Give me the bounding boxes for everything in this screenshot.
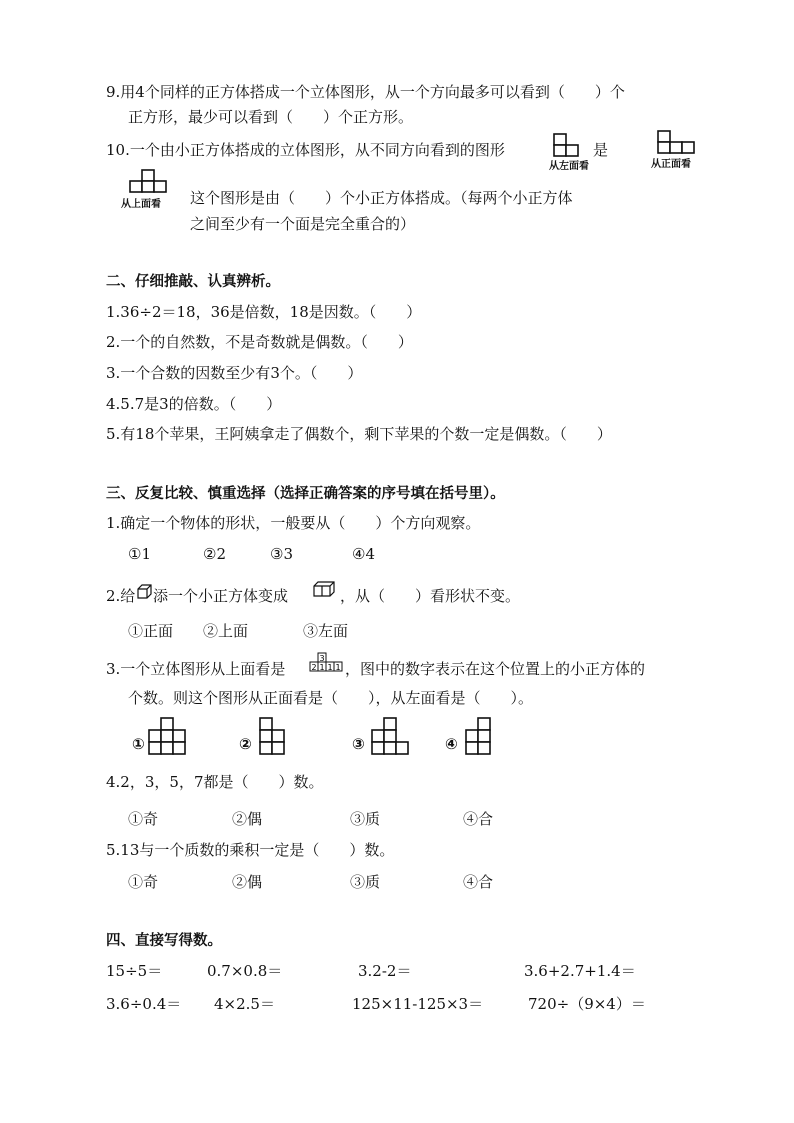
calc-2: 0.7×0.8＝	[207, 962, 283, 980]
q3-option-figure-4	[464, 716, 496, 756]
q3-option-label-2: ②	[239, 735, 252, 753]
q9-line2: 正方形，最少可以看到（ ）个正方形。	[128, 108, 414, 126]
s2-item-1: 1.36÷2＝18，36是倍数，18是因数。（ ）	[106, 303, 422, 321]
left-view-caption: 从左面看	[549, 161, 589, 172]
s3-q4: 4.2，3，5，7都是（ ）数。	[106, 773, 324, 791]
calc-7: 125×11-125×3＝	[352, 995, 484, 1013]
top-view-figure	[128, 168, 172, 196]
grid-digit: 2	[311, 663, 317, 672]
q10-line3: 之间至少有一个面是完全重合的）	[190, 215, 416, 233]
s3-q3-line2: 个数。则这个图形从正面看是（ ），从左面看是（ ）。	[128, 689, 534, 707]
calc-6: 4×2.5＝	[214, 995, 275, 1013]
s2-item-3: 3.一个合数的因数至少有3个。（ ）	[106, 364, 363, 382]
s3-q2-opt2: ②上面	[203, 622, 249, 640]
grid-digit: 1	[335, 663, 341, 672]
s3-q1: 1.确定一个物体的形状，一般要从（ ）个方向观察。	[106, 514, 481, 532]
q3-option-figure-1	[148, 716, 190, 756]
s3-q5-opt3: ③质	[350, 873, 381, 891]
front-view-caption: 从正面看	[651, 159, 691, 170]
s2-item-5: 5.有18个苹果，王阿姨拿走了偶数个，剩下苹果的个数一定是偶数。（ ）	[106, 425, 612, 443]
two-cubes-icon	[312, 579, 338, 599]
calc-1: 15÷5＝	[106, 962, 163, 980]
s3-q1-opt3: ③3	[270, 545, 293, 563]
s3-q4-opt2: ②偶	[232, 810, 263, 828]
left-view-figure	[552, 132, 586, 160]
s3-q4-opt3: ③质	[350, 810, 381, 828]
q10-is: 是	[593, 141, 609, 159]
s3-q5-opt1: ①奇	[128, 873, 159, 891]
s3-q4-opt1: ①奇	[128, 810, 159, 828]
s3-q2-post: ，从（ ）看形状不变。	[340, 587, 521, 605]
q3-option-label-1: ①	[132, 735, 145, 753]
q3-option-figure-2	[258, 716, 290, 756]
s3-q2-pre: 2.给	[106, 587, 136, 605]
s3-q1-opt4: ④4	[352, 545, 375, 563]
s2-item-4: 4.5.7是3的倍数。（ ）	[106, 395, 282, 413]
section3-heading: 三、反复比较、慎重选择（选择正确答案的序号填在括号里）。	[106, 486, 505, 502]
single-cube-icon	[136, 583, 154, 601]
s3-q3-pre: 3.一个立体图形从上面看是	[106, 660, 286, 678]
calc-3: 3.2-2＝	[358, 962, 412, 980]
calc-8: 720÷（9×4）＝	[528, 995, 646, 1013]
q10-line1: 10.一个由小正方体搭成的立体图形，从不同方向看到的图形	[106, 141, 505, 159]
s3-q4-opt4: ④合	[463, 810, 494, 828]
s3-q1-opt1: ①1	[128, 545, 151, 563]
calc-4: 3.6+2.7+1.4＝	[524, 962, 636, 980]
calc-5: 3.6÷0.4＝	[106, 995, 182, 1013]
s3-q1-opt2: ②2	[203, 545, 226, 563]
grid-digit: 3	[319, 654, 325, 663]
top-view-caption: 从上面看	[121, 199, 161, 210]
top-view-number-grid	[308, 652, 344, 674]
s3-q2-opt3: ③左面	[303, 622, 349, 640]
section2-heading: 二、仔细推敲、认真辨析。	[106, 274, 280, 290]
s3-q2-opt1: ①正面	[128, 622, 174, 640]
q3-option-figure-3	[370, 716, 414, 756]
section4-heading: 四、直接写得数。	[106, 933, 222, 949]
grid-digit: 1	[319, 663, 325, 672]
s3-q5-opt2: ②偶	[232, 873, 263, 891]
q3-option-label-4: ④	[445, 735, 458, 753]
s3-q5: 5.13与一个质数的乘积一定是（ ）数。	[106, 841, 395, 859]
q3-option-label-3: ③	[352, 735, 365, 753]
s2-item-2: 2.一个的自然数，不是奇数就是偶数。（ ）	[106, 333, 413, 351]
q10-line2: 这个图形是由（ ）个小正方体搭成。（每两个小正方体	[190, 189, 573, 207]
s3-q2-mid: 添一个小正方体变成	[153, 587, 289, 605]
q9-line1: 9.用4个同样的正方体搭成一个立体图形，从一个方向最多可以看到（ ）个	[106, 83, 625, 101]
grid-digit: 1	[327, 663, 333, 672]
s3-q3-post: ，图中的数字表示在这个位置上的小正方体的	[345, 660, 646, 678]
s3-q5-opt4: ④合	[463, 873, 494, 891]
front-view-figure	[656, 129, 698, 157]
